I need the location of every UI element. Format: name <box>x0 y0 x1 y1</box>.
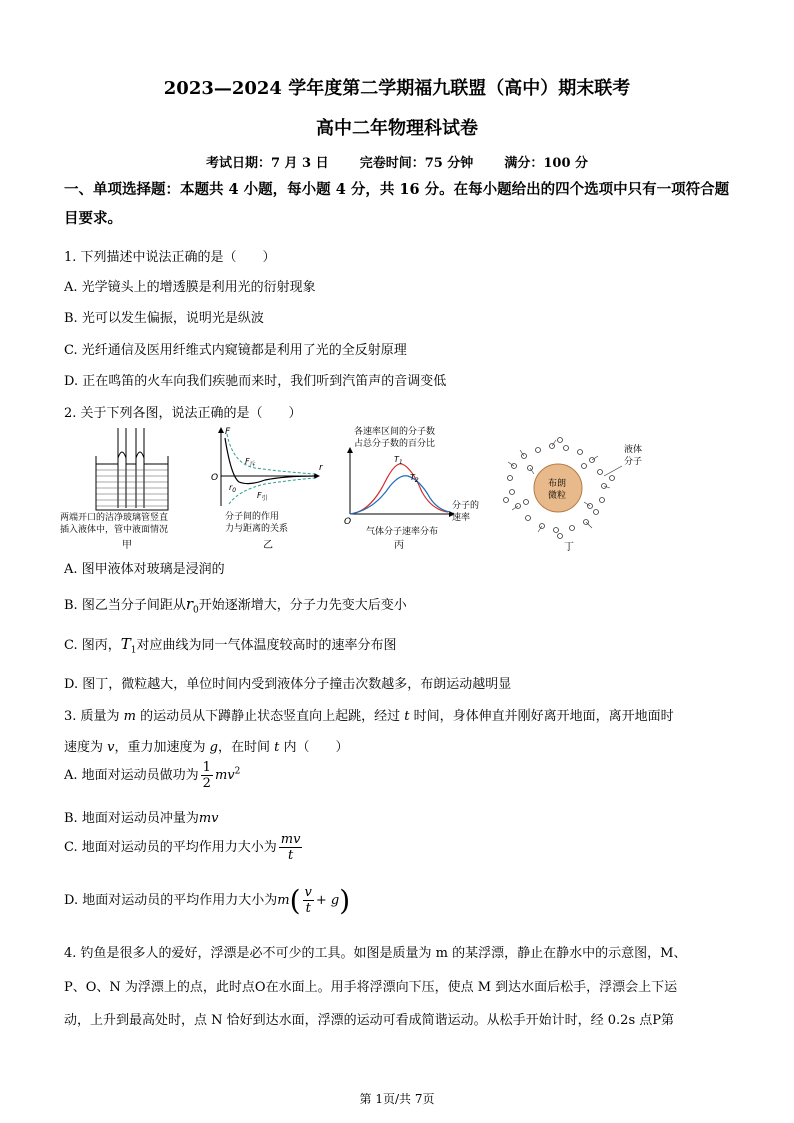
fig-yi-r0: $r_0$ <box>229 483 237 494</box>
fig-bing-caption: 气体分子速率分布 <box>366 527 439 537</box>
fig-yi-Fyin: $F_引$ <box>257 491 268 502</box>
fig-jia-caption1: 两端开口的洁净玻璃管竖直 <box>60 513 169 523</box>
figure-ding <box>500 436 660 554</box>
fig-yi-caption1: 分子间的作用 <box>225 512 280 522</box>
fig-bing-label: 丙 <box>394 540 404 551</box>
q1-option-b: B. 光可以发生偏振，说明光是纵波 <box>64 311 264 326</box>
q2-option-d: D. 图丁，微粒越大，单位时间内受到液体分子撞击次数越多，布朗运动越明显 <box>64 677 512 692</box>
fig-yi-Fchi: $F_斥$ <box>245 457 256 468</box>
q4-line1: 4. 钓鱼是很多人的爱好，浮漂是必不可少的工具。如图是质量为 m 的某浮漂，静止在静水中的示意图，M、 <box>64 946 687 961</box>
q2-stem: 2. 关于下列各图，说法正确的是（ ） <box>64 406 302 421</box>
q1-option-d: D. 正在鸣笛的火车向我们疾驰而来时，我们听到汽笛声的音调变低 <box>64 374 447 389</box>
full-score: 满分：100 分 <box>504 156 589 171</box>
fig-ding-liquid2: 分子 <box>624 457 643 467</box>
q3-option-a: A. 地面对运动员做功为 $\frac{1}{2}$ $mv^2$ <box>64 760 241 791</box>
fig-bing-O: O <box>344 517 352 527</box>
section-heading: 一、单项选择题：本题共 4 小题，每小题 4 分，共 16 分。在每小题给出的四个选项中只有一项符合题目要求。 <box>64 181 730 227</box>
q3-option-b: B. 地面对运动员冲量为mv <box>64 811 219 826</box>
q3-option-c: C. 地面对运动员的平均作用力大小为 $\frac{mv}{t}$ <box>64 832 301 863</box>
q4-line3: 动，上升到最高处时，点 N 恰好到达水面，浮漂的运动可看成简谐运动。从松手开始计时，经 0.2s 点P第 <box>64 1013 674 1028</box>
q3-stem-line2: 速度为 v，重力加速度为 g，在时间 t 内（ ） <box>64 740 349 755</box>
q1-option-c: C. 光纤通信及医用纤维式内窥镜都是利用了光的全反射原理 <box>64 343 407 358</box>
fig-jia-label: 甲 <box>122 540 132 551</box>
fig-bing-T2: $T_2$ <box>410 473 419 484</box>
q2-option-a: A. 图甲液体对玻璃是浸润的 <box>64 562 225 577</box>
fig-yi-F: F <box>225 427 231 437</box>
exam-duration: 完卷时间：75 分钟 <box>359 156 474 171</box>
figure-bing <box>340 422 490 554</box>
fig-jia-caption2: 插入液体中，管中液面情况 <box>60 525 169 535</box>
q4-line2: P、O、N 为浮漂上的点，此时点O在水面上。用手将浮漂向下压，使点 M 到达水面后松手，浮漂会上下运 <box>64 980 678 995</box>
fig-yi-r: r <box>319 463 323 473</box>
fig-ding-particle2: 微粒 <box>548 491 567 501</box>
fig-ding-label: 丁 <box>564 542 574 553</box>
exam-title: 2023—2024 学年度第二学期福九联盟（高中）期末联考 <box>163 78 631 99</box>
fig-bing-xlabel2: 速率 <box>452 513 471 523</box>
figure-jia <box>60 426 200 554</box>
fig-yi-label: 乙 <box>263 540 273 551</box>
fig-bing-xlabel1: 分子的 <box>452 501 480 511</box>
fig-bing-T1: $T_1$ <box>394 455 403 466</box>
q3-stem-line1: 3. 质量为 m 的运动员从下蹲静止状态竖直向上起跳，经过 t 时间，身体伸直并刚好离开地面，离开地面时 <box>64 709 674 724</box>
q2-option-b: B. 图乙当分子间距从$r_0$开始逐渐增大，分子力先变大后变小 <box>64 595 407 616</box>
q1-stem: 1. 下列描述中说法正确的是（ ） <box>64 250 276 265</box>
fig-ding-particle1: 布朗 <box>548 479 567 489</box>
q3-option-d: D. 地面对运动员的平均作用力大小为m( $\frac{v}{t}$ + g) <box>64 884 351 917</box>
exam-meta <box>0 152 794 171</box>
fig-ding-liquid1: 液体 <box>624 445 643 455</box>
q1-option-a: A. 光学镜头上的增透膜是利用光的衍射现象 <box>64 280 316 295</box>
paper-subtitle: 高中二年物理科试卷 <box>316 118 478 139</box>
q2-option-c: C. 图丙，$T_1$对应曲线为同一气体温度较高时的速率分布图 <box>64 635 397 656</box>
page-number: 第 1页/共 7页 <box>359 1092 435 1106</box>
fig-bing-ylabel2: 占总分子数的百分比 <box>354 439 436 449</box>
exam-date: 考试日期：7 月 3 日 <box>205 156 329 171</box>
fig-yi-caption2: 力与距离的关系 <box>225 524 289 534</box>
fig-yi-O: O <box>211 473 219 483</box>
figure-yi <box>205 424 330 554</box>
fig-bing-ylabel1: 各速率区间的分子数 <box>354 427 436 437</box>
